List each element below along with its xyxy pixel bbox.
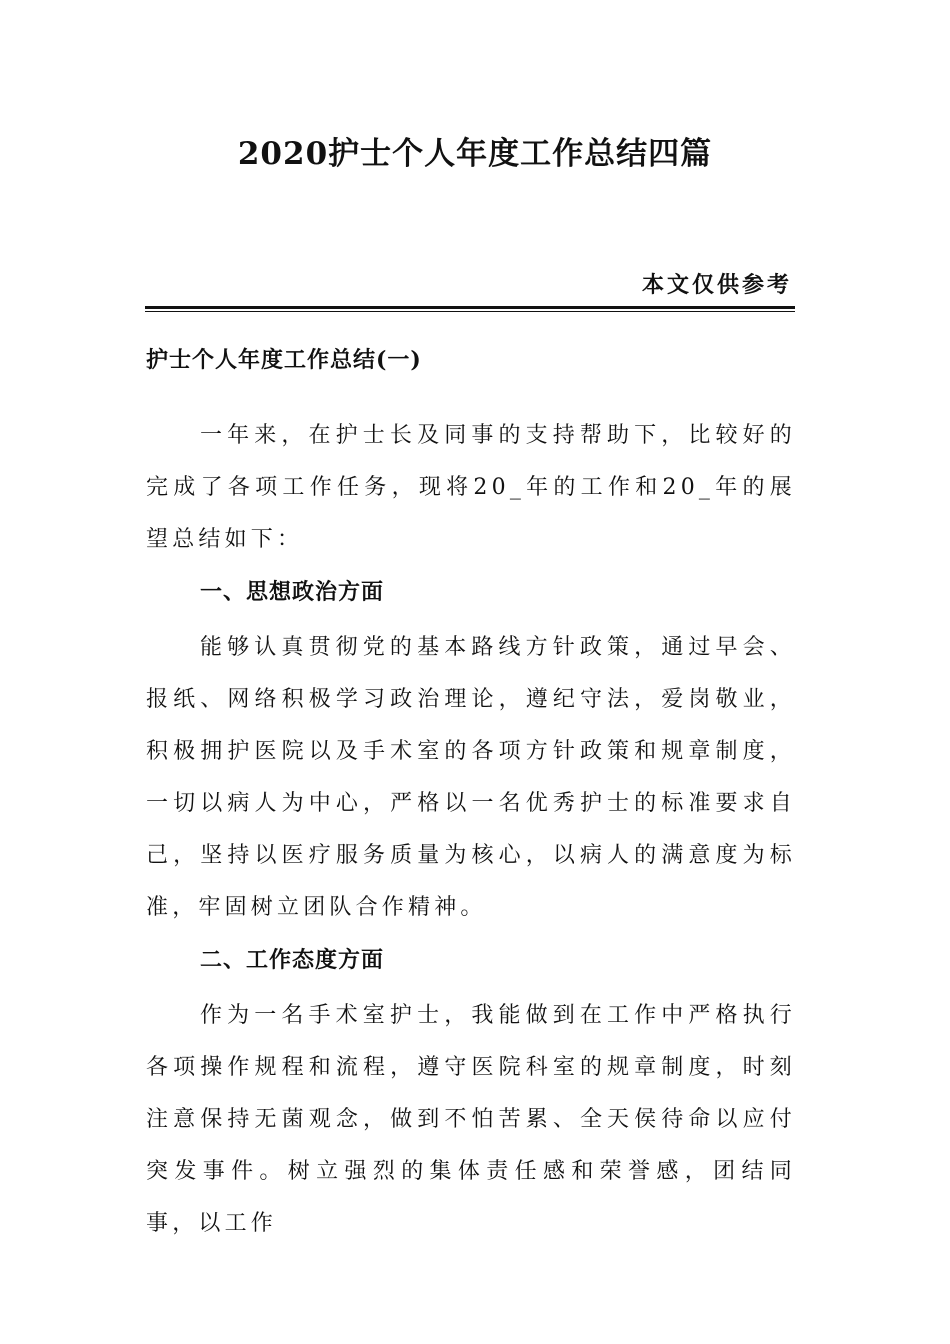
document-body [146, 338, 796, 1250]
heading-political: 一、思想政治方面 [200, 579, 385, 605]
header-divider [145, 306, 795, 309]
document-title: 2020护士个人年度工作总结四篇 [237, 136, 713, 172]
intro-paragraph: 一年来，在护士长及同事的支持帮助下，比较好的完成了各项工作任务，现将20_年的工作和20_年的展望总结如下： [146, 423, 796, 552]
disclaimer-note: 本文仅供参考 [641, 272, 792, 298]
paragraph-political: 能够认真贯彻党的基本路线方针政策，通过早会、报纸、网络积极学习政治理论，遵纪守法，爱岗敬业，积极拥护医院以及手术室的各项方针政策和规章制度，一切以病人为中心，严格以一名优秀护士的标准要求自己，坚持以医疗服务质量为核心，以病人的满意度为标准，牢固树立团队合作精神。 [146, 635, 796, 920]
heading-attitude: 二、工作态度方面 [200, 947, 385, 973]
section-title: 护士个人年度工作总结(一) [146, 347, 422, 373]
paragraph-attitude: 作为一名手术室护士，我能做到在工作中严格执行各项操作规程和流程，遵守医院科室的规章制度，时刻注意保持无菌观念，做到不怕苦累、全天侯待命以应付突发事件。树立强烈的集体责任感和荣誉感，团结同事，以工作 [146, 1003, 796, 1236]
